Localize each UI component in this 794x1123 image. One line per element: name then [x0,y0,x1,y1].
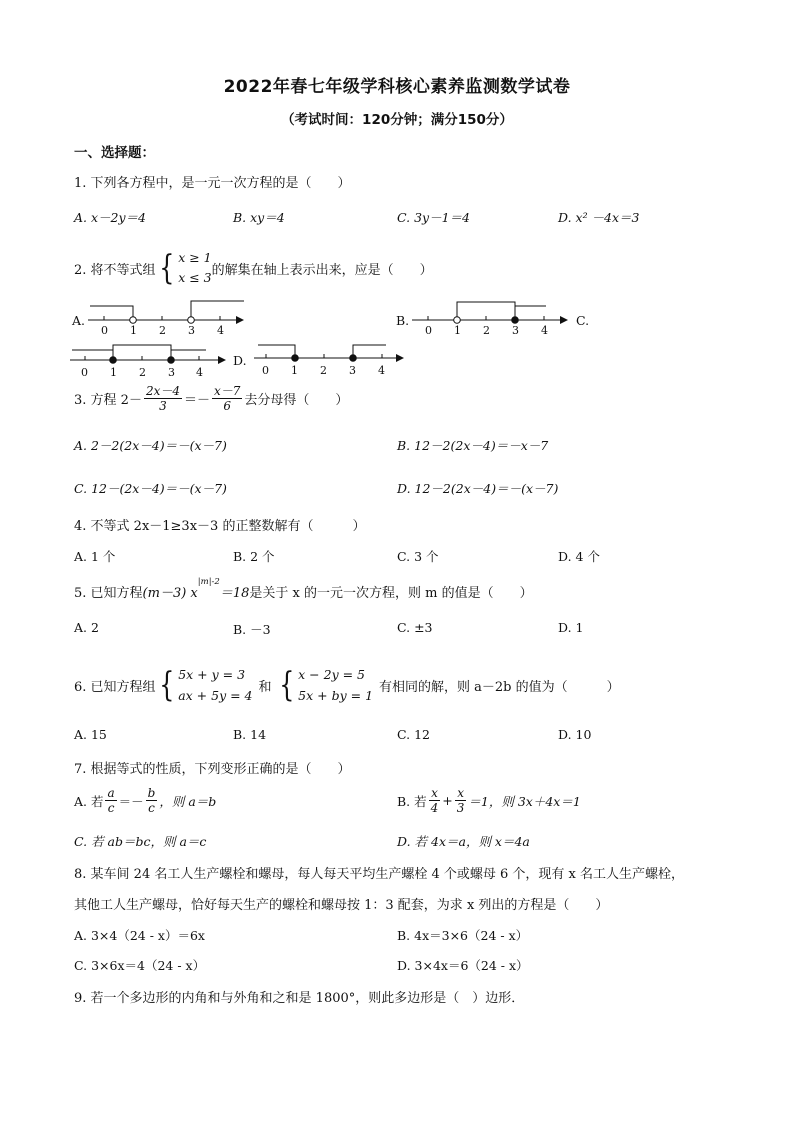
tick-label: 3 [512,324,519,337]
brace-symbol: { [158,665,174,705]
question-4-option-b: B. 2 个 [233,549,275,564]
fraction-2-numerator: x－7 [214,384,241,398]
question-5-option-a: A. 2 [74,620,99,635]
tick-label: 2 [159,324,166,337]
question-8-option-c: C. 3×6x＝4（24 - x） [74,958,206,973]
question-5-prefix: 5. 已知方程 [74,586,143,601]
question-5-equation-exponent: |m|-2 [197,577,220,587]
tick-label: 0 [425,324,432,337]
question-7-option-a [74,786,216,815]
question-8-option-a: A. 3×4（24 - x）＝6x [74,928,205,943]
fraction-2 [212,384,242,413]
question-5-stem [74,577,533,601]
question-8-option-b: B. 4x＝3×6（24 - x） [397,928,529,943]
system-1-equation-1: 5x + y = 3 [178,667,246,682]
tick-label: 4 [196,366,203,379]
option-a-fraction-2-numerator: b [147,786,156,800]
question-2-suffix: 的解集在轴上表示出来，应是（ ） [211,262,433,278]
tick-label: 1 [454,324,461,337]
question-5-equation-base: (m－3) x [142,586,198,601]
question-7-option-c: C. 若 ab＝bc，则 a＝c [74,834,207,849]
question-1-option-a: A. x－2y＝4 [74,210,146,225]
question-2-option-c-numberline [66,336,226,382]
option-a-fraction-1-numerator: a [107,786,115,800]
question-5-option-d: D. 1 [558,620,584,635]
question-7-option-d: D. 若 4x＝a，则 x＝4a [397,834,530,849]
question-9-stem: 9. 若一个多边形的内角和与外角和之和是 1800°，则此多边形是（ ）边形． [74,991,525,1006]
question-2-inequality-system [156,248,212,288]
question-6-system-2 [276,664,374,706]
option-a-suffix: ，则 a＝b [159,793,217,809]
tick-label: 4 [541,324,548,337]
inequality-1: x ≥ 1 [178,250,212,265]
option-a-prefix: A. 若 [74,793,104,809]
question-3-suffix: 去分母得（ ） [244,393,349,408]
question-1-option-c: C. 3y－1＝4 [397,210,470,225]
system-1-equation-2: ax + 5y = 4 [178,688,253,703]
question-2-option-a-label: A. [72,313,86,328]
question-4-option-d: D. 4 个 [558,549,600,564]
question-6-option-a: A. 15 [74,727,107,742]
question-6-option-b: B. 14 [233,727,267,742]
question-6-system-1 [156,664,253,706]
tick-label: 0 [81,366,88,379]
tick-label: 1 [291,364,298,377]
question-4-stem: 4. 不等式 2x－1≥3x－3 的正整数解有（ ） [74,519,366,534]
brace-symbol: { [278,665,294,705]
option-b-fraction-1-numerator: x [431,786,438,800]
question-6-suffix: 有相同的解，则 a－2b 的值为（ ） [379,679,620,695]
option-a-fraction-2-denominator: c [148,801,155,815]
question-3-equals: ＝－ [184,393,211,408]
paper-subtitle: （考试时间：120分钟；满分150分） [281,112,513,128]
question-7-stem: 7. 根据等式的性质，下列变形正确的是（ ） [74,762,351,777]
question-5-suffix: 是关于 x 的一元一次方程，则 m 的值是（ ） [249,586,533,601]
question-1-option-d: D. x² －4x＝3 [558,210,640,225]
tick-label: 2 [483,324,490,337]
question-6-option-d: D. 10 [558,727,592,742]
section-heading: 一、选择题： [74,145,155,161]
question-6-option-c: C. 12 [397,727,430,742]
tick-label: 3 [188,324,195,337]
tick-label: 4 [378,364,385,377]
fraction-2-denominator: 6 [223,399,232,413]
fraction-1-denominator: 3 [159,399,167,413]
option-a-equals: ＝－ [118,793,144,809]
option-a-fraction-1-denominator: c [107,801,115,815]
question-2-option-b-label: B. [396,313,410,328]
question-8-stem-line-1: 8. 某车间 24 名工人生产螺栓和螺母，每人每天平均生产螺栓 4 个或螺母 6 个，现有 x 名工人生产螺栓， [74,867,685,882]
question-3-option-b: B. 12－2(2x－4)＝－x－7 [397,438,549,453]
question-2-option-d-numberline [250,336,405,382]
question-1-stem: 1. 下列各方程中，是一元一次方程的是（ ） [74,176,351,191]
question-2-option-b-numberline [408,296,568,338]
question-2-option-a-numberline [84,296,244,338]
question-3-prefix: 3. 方程 2－ [74,393,142,408]
brace-symbol: { [158,248,174,288]
question-6-prefix: 6. 已知方程组 [74,679,156,695]
question-2-option-c-label: C. [576,313,590,328]
question-6-stem [74,664,620,706]
option-b-plus: + [442,793,453,808]
fraction-1-numerator: 2x－4 [145,384,180,398]
option-b-suffix: ＝1，则 3x＋4x＝1 [468,793,581,809]
inequality-2: x ≤ 3 [178,270,212,285]
tick-label: 2 [320,364,327,377]
question-1-option-b: B. xy＝4 [233,210,285,225]
fraction-1 [144,384,182,413]
question-6-connector: 和 [258,679,272,695]
option-b-prefix: B. 若 [397,793,427,809]
option-b-fraction-1-denominator: 4 [430,801,439,815]
question-3-option-d: D. 12－2(2x－4)＝－(x－7) [397,481,559,496]
option-b-fraction-2-numerator: x [457,786,464,800]
question-8-option-d: D. 3×4x＝6（24 - x） [397,958,529,973]
question-3-stem [74,384,348,413]
system-2-equation-1: x − 2y = 5 [298,667,366,682]
tick-label: 2 [139,366,146,379]
question-4-option-a: A. 1 个 [74,549,116,564]
question-7-option-b [397,786,581,815]
system-2-equation-2: 5x + by = 1 [298,688,374,703]
paper-title: 2022年春七年级学科核心素养监测数学试卷 [223,77,571,97]
question-2-option-d-label: D. [233,353,247,368]
question-4-option-c: C. 3 个 [397,549,439,564]
question-8-stem-line-2: 其他工人生产螺母，恰好每天生产的螺栓和螺母按 1：3 配套，为求 x 列出的方程是（ ） [74,898,609,913]
tick-label: 0 [262,364,269,377]
question-5-option-b: B. －3 [233,622,271,637]
question-5-equation-rest: ＝18 [219,586,250,601]
question-2-stem [74,248,433,288]
tick-label: 1 [110,366,117,379]
question-3-option-a: A. 2－2(2x－4)＝－(x－7) [74,438,227,453]
question-2-prefix: 2. 将不等式组 [74,262,156,278]
tick-label: 0 [101,324,108,337]
question-5-option-c: C. ±3 [397,620,433,635]
tick-label: 4 [217,324,224,337]
tick-label: 3 [168,366,175,379]
option-b-fraction-2-denominator: 3 [456,801,465,815]
question-3-option-c: C. 12－(2x－4)＝－(x－7) [74,481,227,496]
tick-label: 1 [130,324,137,337]
tick-label: 3 [349,364,356,377]
